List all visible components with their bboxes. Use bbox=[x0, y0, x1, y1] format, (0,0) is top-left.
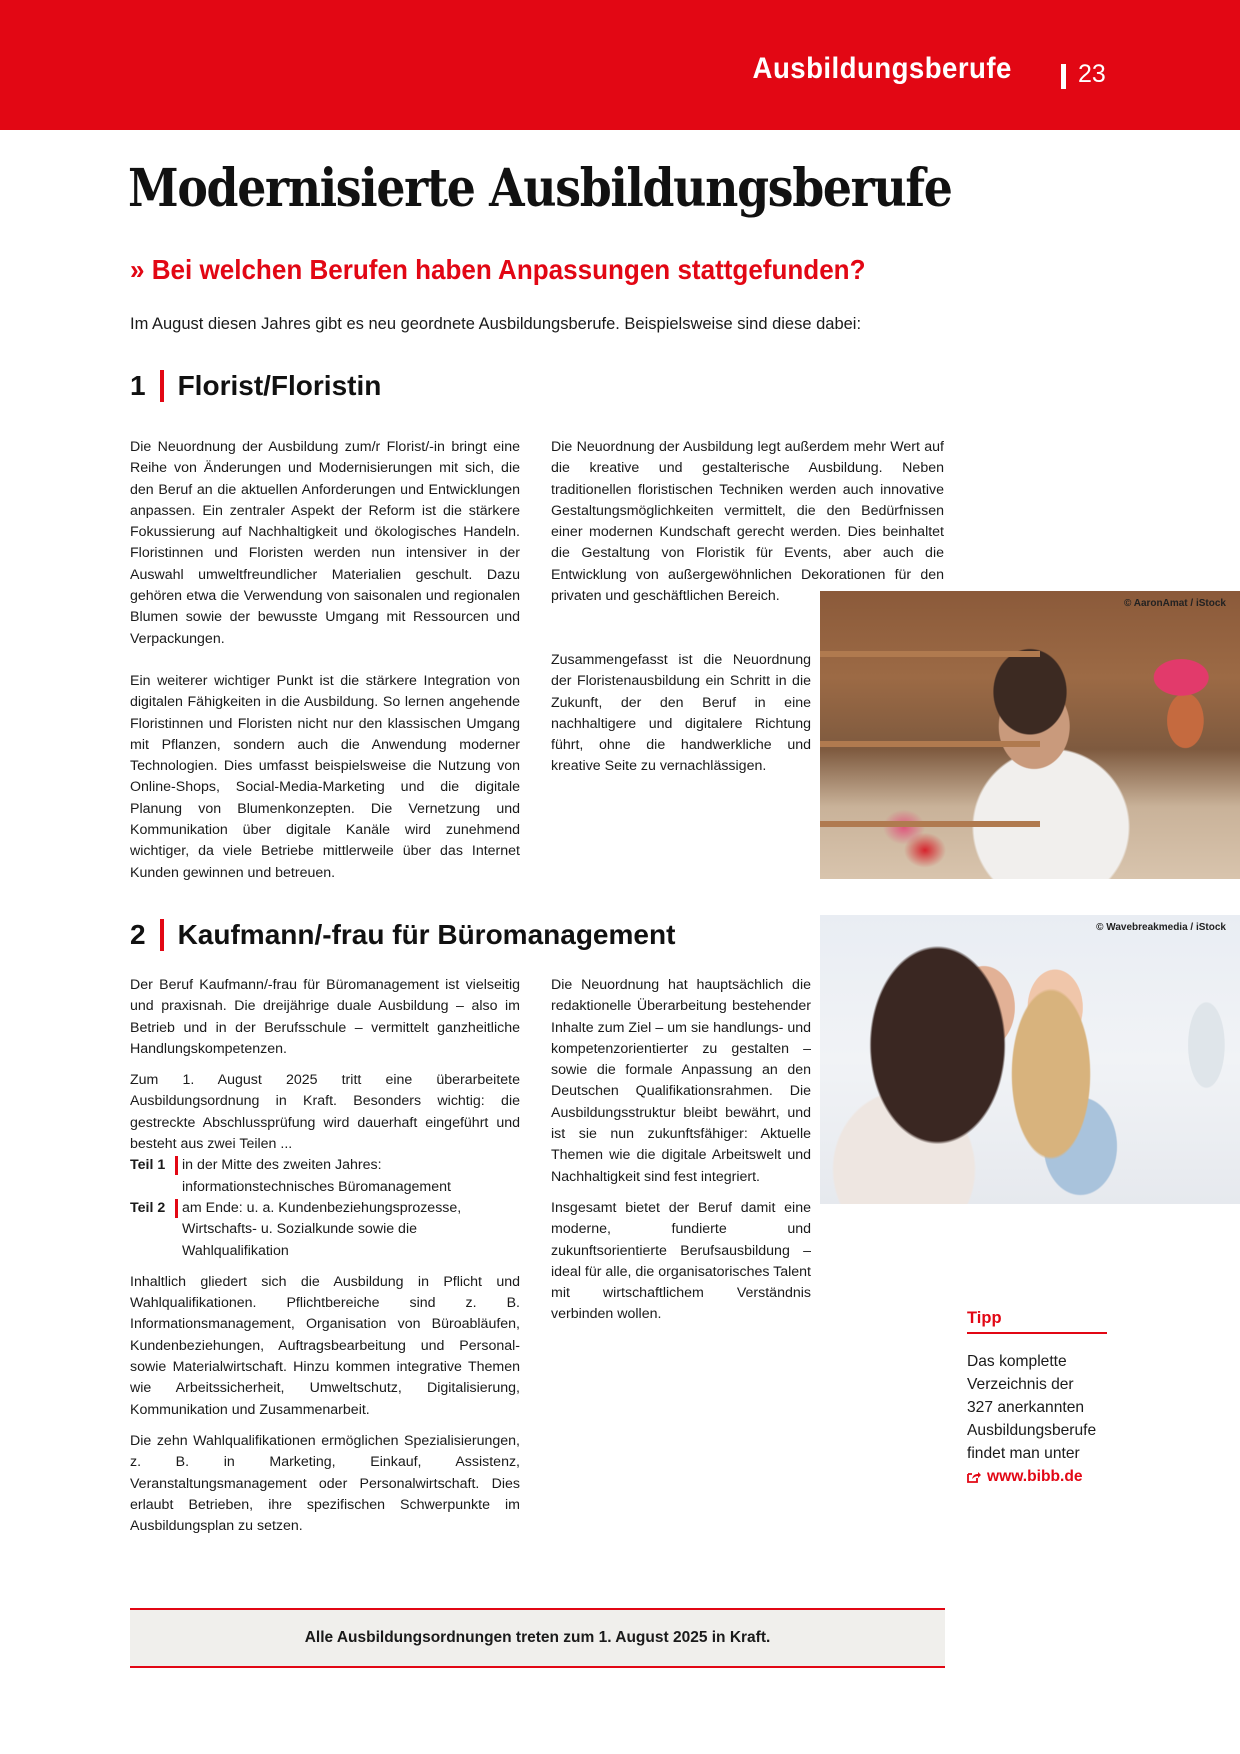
tipp-heading: Tipp bbox=[967, 1309, 1107, 1334]
paragraph bbox=[551, 437, 944, 607]
exam-part-1 bbox=[130, 1155, 520, 1198]
tipp-line: Das komplette bbox=[967, 1353, 1067, 1370]
paragraph: Zum 1. August 2025 tritt eine überarbeitete Ausbildungsordnung in Kraft. Besonders wichtig: die gestreckte Abschlussprüfung wird dauerhaft eingeführt und besteht aus zwei Teilen ... bbox=[130, 1072, 520, 1153]
section-title: Ausbildungsberufe bbox=[752, 52, 1012, 85]
header-bar bbox=[0, 0, 1240, 130]
tipp-line: 327 anerkannten bbox=[967, 1399, 1085, 1416]
tipp-box bbox=[967, 1309, 1107, 1488]
red-divider bbox=[160, 370, 164, 402]
section-title: Kaufmann/-frau für Büromanagement bbox=[177, 919, 676, 950]
section-heading-florist bbox=[130, 370, 381, 402]
paragraph: Ein weiterer wichtiger Punkt ist die stärkere Integration von digitalen Fähigkeiten in die Ausbildung. So lernen angehende Floristinnen und Floristen nicht nur den klassischen Umgang mit Pflanzen, sondern auch die Anwendung moderner Technologien. Dies umfasst beispielsweise die Nutzung von Online-Shops, Social-Media-Marketing und die digitale Planung von Blumenkonzepten. Die Vernetzung und Kommunikation über digitale Kanäle wird zunehmend wichtiger, da viele Betriebe mittlerweile über das Internet Kunden gewinnen und betreuen. bbox=[130, 672, 520, 881]
exam-part-text: in der Mitte des zweiten Jahres: informationstechnisches Büromanagement bbox=[182, 1157, 451, 1195]
red-divider bbox=[160, 919, 164, 951]
tipp-line: Ausbildungsberufe bbox=[967, 1422, 1097, 1439]
office-photo bbox=[820, 915, 1240, 1204]
external-link-icon bbox=[967, 1471, 981, 1483]
page-title: Modernisierte Ausbildungsberufe bbox=[128, 158, 952, 219]
paragraph: Die Neuordnung hat hauptsächlich die redaktionelle Überarbeitung bestehender Inhalte zum Ziel – um sie handlungs- und kompetenzorientierter zu gestalten – sowie die formale Anpassung an den Deutschen Qualifikationsrahmen. Die Ausbildungsstruktur bleibt bewährt, und ist sie nun zukunftsfähiger: Aktuelle Themen wie die digitale Arbeitswelt und Nachhaltigkeit sind fest integriert. bbox=[551, 977, 811, 1185]
florist-photo bbox=[820, 591, 1240, 879]
section-title: Florist/Floristin bbox=[177, 370, 382, 401]
paragraph: Zusammengefasst ist die Neuordnung der Floristenausbildung ein Schritt in die Zukunft, der den Beruf in eine nachhaltigere und digitalere Richtung führt, ohne die handwerkliche und kreative Seite zu vernachlässigen. bbox=[551, 652, 811, 775]
exam-part-text: am Ende: u. a. Kundenbeziehungsprozesse, Wirtschafts- u. Sozialkunde sowie die Wahlqualifikation bbox=[182, 1199, 462, 1259]
paragraph: Insgesamt bietet der Beruf damit eine moderne, fundierte und zukunftsorientierte Berufsausbildung – ideal für alle, die organisatorisches Talent mit wirtschaftlichem Verständnis verbinden wollen. bbox=[551, 1199, 811, 1323]
section-number: 1 bbox=[130, 370, 146, 401]
paragraph-text: Die Neuordnung der Ausbildung legt außerdem mehr Wert auf die kreative und gestalterische Ausbildung. Neben traditionellen floristischen Techniken werden auch innovative Gestaltungsmöglichkeiten vermittelt, die den Bedürfnissen einer modernen Kundschaft gerecht werden. Dies beinhaltet die Gestaltung von Floristik für Events, aber auch die Entwicklung von außergewöhnlichen Dekorationen für den privaten und geschäftlichen Bereich. bbox=[551, 439, 944, 605]
exam-part-label: Teil 2 bbox=[130, 1199, 166, 1216]
photo-credit: © AaronAmat / iStock bbox=[1123, 598, 1226, 609]
tipp-body bbox=[967, 1350, 1107, 1488]
bibb-link-text: www.bibb.de bbox=[987, 1468, 1083, 1485]
paragraph: Die zehn Wahlqualifikationen ermöglichen Spezialisierungen, z. B. in Marketing, Einkauf, Assistenz, Veranstaltungsmanagement oder Personalwirtschaft. Dies erlaubt Betrieben, ihre spezifischen Schwerpunkte im Ausbildungsplan zu setzen. bbox=[130, 1432, 520, 1535]
header-divider bbox=[1061, 64, 1066, 89]
tipp-line: Verzeichnis der bbox=[967, 1376, 1074, 1393]
photo-credit: © Wavebreakmedia / iStock bbox=[1096, 922, 1226, 933]
page-number: 23 bbox=[1078, 60, 1106, 88]
florist-right-column-cont bbox=[551, 650, 811, 799]
office-left-column bbox=[130, 975, 520, 1547]
red-divider bbox=[175, 1156, 178, 1175]
red-divider bbox=[175, 1199, 178, 1218]
page-subtitle: » Bei welchen Berufen haben Anpassungen stattgefunden? bbox=[130, 254, 866, 285]
section-number: 2 bbox=[130, 919, 146, 950]
bibb-link[interactable] bbox=[967, 1465, 1107, 1488]
paragraph: Inhaltlich gliedert sich die Ausbildung in Pflicht und Wahlqualifikationen. Pflichtbereiche sind z. B. Informationsmanagement, Organisation von Büroabläufen, Kundenbeziehungen, Auftragsbearbeitung und Personal- sowie Materialwirtschaft. Hinzu kommen integrative Themen wie Arbeitssicherheit, Umweltschutz, Digitalisierung, Kommunikation und Zusammenarbeit. bbox=[130, 1273, 520, 1418]
exam-part-label: Teil 1 bbox=[130, 1157, 166, 1174]
paragraph: Die Neuordnung der Ausbildung zum/r Florist/-in bringt eine Reihe von Änderungen und Modernisierungen mit sich, die den Beruf an die aktuellen Anforderungen und Entwicklungen anpassen. Ein zentraler Aspekt der Reform ist die stärkere Fokussierung auf Nachhaltigkeit und ökologisches Handeln. Floristinnen und Floristen werden nun intensiver in der Auswahl umweltfreundlicher Materialien geschult. Dazu gehören etwa die Verwendung von saisonalen und regionalen Blumen sowie der bewusste Umgang mit Ressourcen und Verpackungen. bbox=[130, 439, 520, 647]
exam-part-2 bbox=[130, 1198, 520, 1262]
paragraph: Der Beruf Kaufmann/-frau für Büromanagement ist vielseitig und praxisnah. Die dreijährige duale Ausbildung – also im Betrieb und in der Berufsschule – vermittelt ganzheitliche Handlungskompetenzen. bbox=[130, 977, 520, 1057]
florist-left-column bbox=[130, 437, 520, 905]
office-right-column bbox=[551, 975, 811, 1336]
section-heading-office bbox=[130, 919, 675, 951]
notice-banner bbox=[130, 1608, 945, 1668]
intro-text: Im August diesen Jahres gibt es neu geordnete Ausbildungsberufe. Beispielsweise sind diese dabei: bbox=[130, 315, 862, 333]
notice-text: Alle Ausbildungsordnungen treten zum 1. August 2025 in Kraft. bbox=[304, 1629, 771, 1646]
tipp-line: findet man unter bbox=[967, 1445, 1080, 1462]
florist-right-column bbox=[551, 437, 944, 607]
